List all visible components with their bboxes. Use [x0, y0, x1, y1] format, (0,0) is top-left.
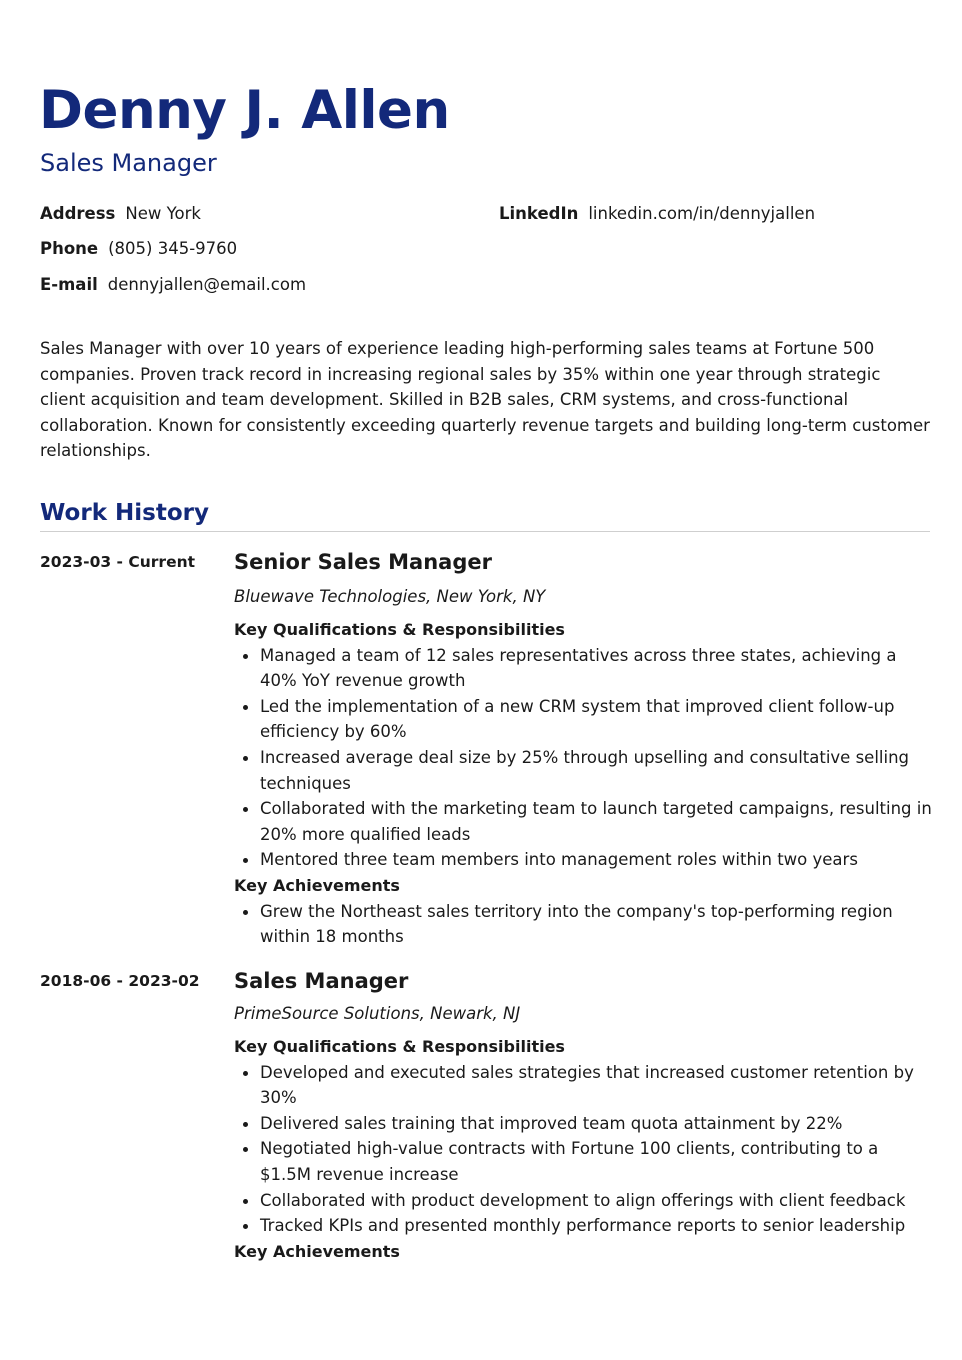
list-item: Developed and executed sales strategies that increased customer retention by 30% — [260, 1060, 934, 1111]
email-label: E-mail — [40, 275, 98, 294]
list-item: Increased average deal size by 25% through upselling and consultative selling techniques — [260, 745, 934, 796]
responsibilities-list — [234, 1060, 934, 1239]
list-item: Mentored three team members into management roles within two years — [260, 847, 934, 873]
linkedin-value[interactable]: linkedin.com/in/dennyjallen — [588, 204, 816, 223]
list-item: Led the implementation of a new CRM system that improved client follow-up efficiency by 60% — [260, 694, 934, 745]
job-dates: 2018-06 - 2023-02 — [40, 972, 200, 990]
list-item: Managed a team of 12 sales representatives across three states, achieving a 40% YoY revenue growth — [260, 643, 934, 694]
list-item: Delivered sales training that improved team quota attainment by 22% — [260, 1111, 934, 1137]
job-title: Senior Sales Manager — [234, 550, 492, 574]
address-value: New York — [125, 204, 201, 223]
contact-phone — [40, 237, 237, 261]
job-details — [234, 548, 934, 950]
work-history-heading: Work History — [40, 500, 209, 526]
address-label: Address — [40, 204, 116, 223]
list-item: Collaborated with product development to align offerings with client feedback — [260, 1188, 934, 1214]
job-details — [234, 967, 934, 1264]
phone-label: Phone — [40, 239, 99, 258]
section-divider — [40, 531, 930, 532]
job-company: Bluewave Technologies, New York, NY — [234, 587, 546, 606]
contact-linkedin — [499, 202, 815, 226]
contact-email — [40, 273, 306, 297]
list-item: Tracked KPIs and presented monthly performance reports to senior leadership — [260, 1213, 934, 1239]
candidate-name: Denny J. Allen — [39, 80, 450, 141]
job-dates: 2023-03 - Current — [40, 553, 196, 571]
responsibilities-list — [234, 643, 934, 873]
list-item: Collaborated with the marketing team to launch targeted campaigns, resulting in 20% more qualified leads — [260, 796, 934, 847]
list-item: Negotiated high-value contracts with Fortune 100 clients, contributing to a $1.5M revenue increase — [260, 1136, 934, 1187]
linkedin-label: LinkedIn — [499, 204, 579, 223]
candidate-role: Sales Manager — [40, 149, 217, 177]
professional-summary: Sales Manager with over 10 years of experience leading high-performing sales teams at Fortune 500 companies. Proven track record in increasing regional sales by 35% within one year through strategic client acquisition and team development. Skilled in B2B sales, CRM systems, and cross-functional collaboration. Known for consistently exceeding quarterly revenue targets and building long-term customer relationships. — [40, 339, 930, 461]
email-value[interactable]: dennyjallen@email.com — [107, 275, 307, 294]
responsibilities-heading: Key Qualifications & Responsibilities — [234, 620, 565, 639]
job-title: Sales Manager — [234, 969, 409, 993]
phone-value: (805) 345-9760 — [108, 239, 238, 258]
list-item: Grew the Northeast sales territory into the company's top-performing region within 18 months — [260, 899, 934, 950]
achievements-heading: Key Achievements — [234, 875, 400, 895]
responsibilities-heading: Key Qualifications & Responsibilities — [234, 1037, 565, 1056]
achievements-list — [234, 899, 934, 950]
job-company: PrimeSource Solutions, Newark, NJ — [234, 1004, 521, 1023]
contact-address — [40, 202, 201, 226]
achievements-heading: Key Achievements — [234, 1241, 400, 1261]
